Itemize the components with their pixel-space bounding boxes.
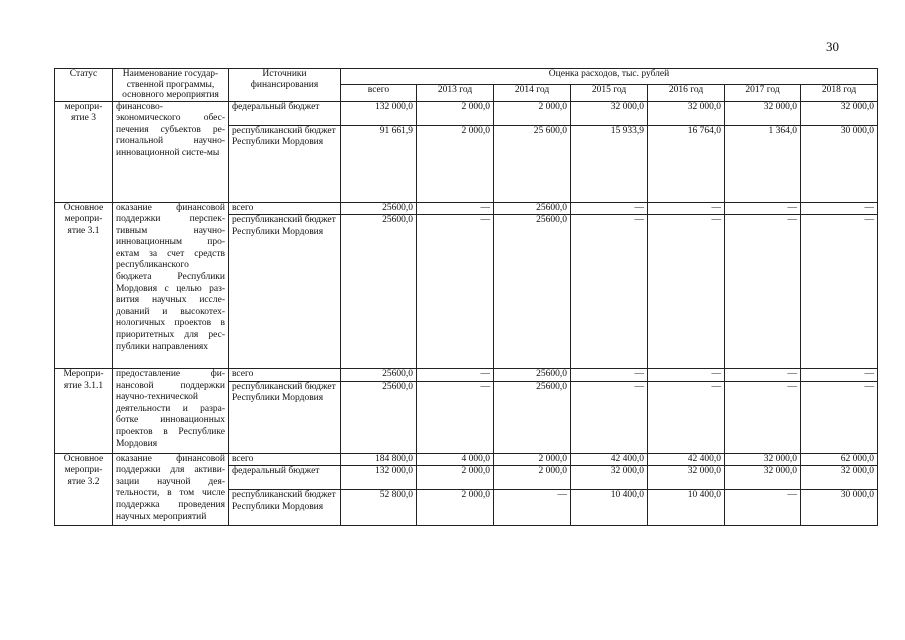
cell-value: — <box>417 369 494 382</box>
cell-value: 1 364,0 <box>725 125 801 202</box>
cell-value: — <box>725 215 801 369</box>
cell-value: — <box>725 202 801 215</box>
cell-value: 32 000,0 <box>648 466 725 490</box>
row-status: Основное меропри-ятие 3.2 <box>55 453 113 526</box>
row-name: оказание финансовой поддержки перспек-тивным научно-инновационным про-ектам за счет средств республиканского бюджета Республики Мордовия с целью раз-вития научных иссле-дований и высокотех-нологичных проектов в приоритетных для рес-публики направлениях <box>113 202 229 369</box>
header-col: 2017 год <box>725 85 801 101</box>
cell-value: — <box>801 369 878 382</box>
table-row <box>55 202 878 215</box>
cell-value: 52 800,0 <box>341 490 417 526</box>
cell-value: 32 000,0 <box>648 101 725 125</box>
cell-value: 15 933,9 <box>571 125 648 202</box>
row-source: республиканский бюджет Республики Мордовия <box>229 381 341 453</box>
cell-value: — <box>725 490 801 526</box>
cell-value: 132 000,0 <box>341 101 417 125</box>
row-source: федеральный бюджет <box>229 101 341 125</box>
cell-value: 25600,0 <box>494 215 571 369</box>
header-col: 2018 год <box>801 85 878 101</box>
cell-value: 25600,0 <box>341 202 417 215</box>
cell-value: — <box>725 381 801 453</box>
cell-value: — <box>648 215 725 369</box>
table-row <box>55 453 878 466</box>
row-status: Основное меропри-ятие 3.1 <box>55 202 113 369</box>
cell-value: — <box>648 369 725 382</box>
cell-value: 10 400,0 <box>648 490 725 526</box>
cell-value: 25600,0 <box>341 215 417 369</box>
cell-value: 10 400,0 <box>571 490 648 526</box>
cell-value: — <box>801 215 878 369</box>
cell-value: — <box>648 202 725 215</box>
cell-value: 32 000,0 <box>571 101 648 125</box>
expense-estimate-table <box>54 68 878 526</box>
header-sources: Источники финансирования <box>229 69 341 102</box>
cell-value: 25600,0 <box>494 202 571 215</box>
cell-value: 2 000,0 <box>494 453 571 466</box>
cell-value: 32 000,0 <box>801 101 878 125</box>
cell-value: — <box>494 490 571 526</box>
row-source: республиканский бюджет Республики Мордовия <box>229 125 341 202</box>
cell-value: 91 661,9 <box>341 125 417 202</box>
row-status: меропри-ятие 3 <box>55 101 113 202</box>
header-status: Статус <box>55 69 113 102</box>
header-col: 2016 год <box>648 85 725 101</box>
cell-value: 25600,0 <box>494 369 571 382</box>
row-name: оказание финансовой поддержки для активи-зации научной дея-тельности, в том числе поддержка проведения научных мероприятий <box>113 453 229 526</box>
cell-value: — <box>417 202 494 215</box>
header-estimate: Оценка расходов, тыс. рублей <box>341 69 878 85</box>
page-number: 30 <box>826 39 839 54</box>
cell-value: 4 000,0 <box>417 453 494 466</box>
cell-value: 25600,0 <box>341 369 417 382</box>
table-row <box>55 369 878 382</box>
header-col: 2015 год <box>571 85 648 101</box>
cell-value: 2 000,0 <box>417 101 494 125</box>
row-source: всего <box>229 202 341 215</box>
header-col: всего <box>341 85 417 101</box>
row-source: федеральный бюджет <box>229 466 341 490</box>
cell-value: 16 764,0 <box>648 125 725 202</box>
header-col: 2013 год <box>417 85 494 101</box>
row-source: всего <box>229 453 341 466</box>
cell-value: — <box>417 215 494 369</box>
cell-value: — <box>801 202 878 215</box>
cell-value: 32 000,0 <box>725 101 801 125</box>
cell-value: 25600,0 <box>341 381 417 453</box>
row-name: финансово-экономического обес-печения субъектов ре-гиональной научно-инновационной систе-мы <box>113 101 229 202</box>
row-source: всего <box>229 369 341 382</box>
cell-value: 184 800,0 <box>341 453 417 466</box>
cell-value: 42 400,0 <box>648 453 725 466</box>
cell-value: 25600,0 <box>494 381 571 453</box>
cell-value: 132 000,0 <box>341 466 417 490</box>
cell-value: 2 000,0 <box>417 466 494 490</box>
header-name: Наименование государ-ственной программы, основного мероприятия <box>113 69 229 102</box>
cell-value: 2 000,0 <box>494 101 571 125</box>
cell-value: — <box>571 202 648 215</box>
cell-value: — <box>648 381 725 453</box>
cell-value: 32 000,0 <box>725 453 801 466</box>
cell-value: 2 000,0 <box>417 490 494 526</box>
cell-value: 30 000,0 <box>801 490 878 526</box>
cell-value: — <box>801 381 878 453</box>
row-source: республиканский бюджет Республики Мордовия <box>229 215 341 369</box>
cell-value: 62 000,0 <box>801 453 878 466</box>
cell-value: — <box>417 381 494 453</box>
cell-value: 32 000,0 <box>571 466 648 490</box>
row-name: предоставление фи-нансовой поддержки научно-технической деятельности и разра-ботке инновационных проектов в Республике Мордовия <box>113 369 229 454</box>
cell-value: 42 400,0 <box>571 453 648 466</box>
cell-value: 32 000,0 <box>725 466 801 490</box>
cell-value: 30 000,0 <box>801 125 878 202</box>
header-row-1 <box>55 69 878 85</box>
cell-value: 32 000,0 <box>801 466 878 490</box>
cell-value: 25 600,0 <box>494 125 571 202</box>
cell-value: — <box>571 369 648 382</box>
cell-value: — <box>725 369 801 382</box>
row-status: Меропри-ятие 3.1.1 <box>55 369 113 454</box>
row-source: республиканский бюджет Республики Мордовия <box>229 490 341 526</box>
cell-value: 2 000,0 <box>417 125 494 202</box>
cell-value: — <box>571 381 648 453</box>
header-col: 2014 год <box>494 85 571 101</box>
cell-value: 2 000,0 <box>494 466 571 490</box>
table-row <box>55 101 878 125</box>
cell-value: — <box>571 215 648 369</box>
